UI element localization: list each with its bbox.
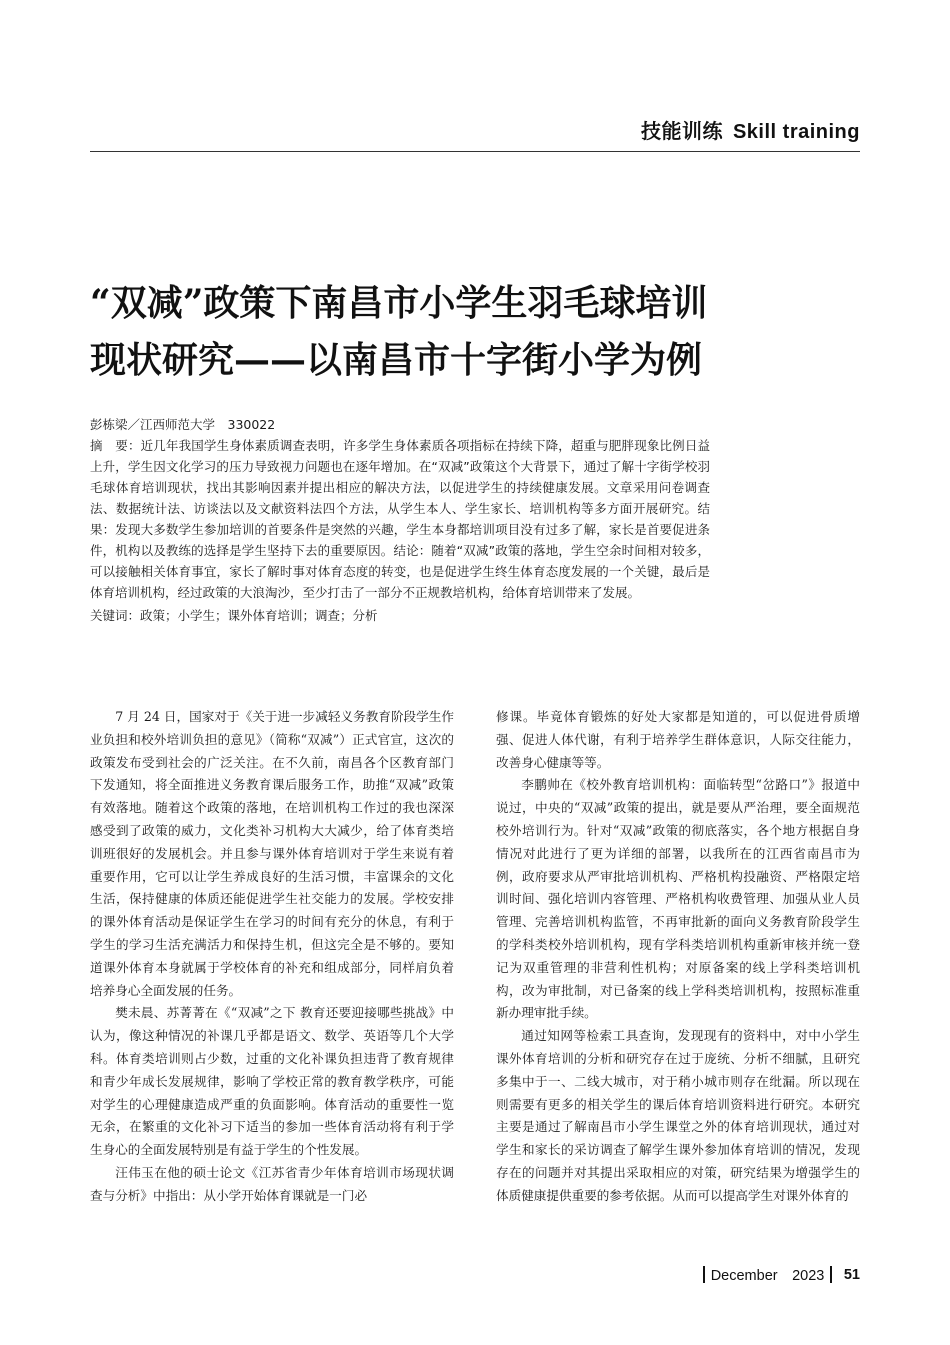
right-column [496, 706, 860, 1246]
author-line: 彭栋梁／江西师范大学 330022 [90, 417, 276, 432]
article-meta [90, 414, 710, 626]
abstract-label: 摘 要： [90, 438, 141, 453]
section-label [641, 115, 860, 144]
paragraph: 通过知网等检索工具查询，发现现有的资料中，对中小学生课外体育培训的分析和研究存在过于庞统、分析不细腻，且研究多集中于一、二线大城市，对于稍小城市则存在纰漏。所以现在则需要有更多的相关学生的课后体育培训资料进行研究。本研究主要是通过了解南昌市小学生课堂之外的体育培训现状，通过对学生和家长的采访调查了解学生课外参加体育培训的情况，发现存在的问题并对其提出采取相应的对策，研究结果为增强学生的体质健康提供重要的参考依据。从而可以提高学生对课外体育的 [496, 1028, 860, 1203]
keywords-text: 政策；小学生；课外体育培训；调查；分析 [140, 608, 378, 623]
page-footer [699, 1264, 860, 1285]
section-label-en: Skill training [732, 121, 860, 143]
title-line-1: “双减”政策下南昌市小学生羽毛球培训 [90, 282, 708, 324]
abstract-text: 近几年我国学生身体素质调查表明，许多学生身体素质各项指标在持续下降，超重与肥胖现象比例日益上升，学生因文化学习的压力导致视力问题也在逐年增加。在“双减”政策这个大背景下，通过了解十字街学校羽毛球体育培训现状，找出其影响因素并提出相应的解决方法，以促进学生的持续健康发展。文章采用问卷调查法、数据统计法、访谈法以及文献资料法四个方法，从学生本人、学生家长、培训机构等多方面开展研究。结果：发现大多数学生参加培训的首要条件是突然的兴趣，学生本身都培训项目没有过多了解，家长是首要促进条件，机构以及教练的选择是学生坚持下去的重要原因。结论：随着“双减”政策的落地，学生空余时间相对较多，可以接触相关体育事宜，家长了解时事对体育态度的转变，也是促进学生终生体育态度发展的一个关键，最后是体育培训机构，经过政策的大浪淘沙，至少打击了一部分不正规教培机构，给体育培训带来了发展。 [90, 438, 710, 600]
footer-divider [830, 1266, 832, 1283]
body-text [90, 706, 860, 1246]
paragraph: 7 月 24 日，国家对于《关于进一步减轻义务教育阶段学生作业负担和校外培训负担的意见》（简称“双减”）正式官宣，这次的政策发布受到社会的广泛关注。在不久前，南昌各个区教育部门下发通知，将全面推进义务教育课后服务工作，助推“双减”政策有效落地。随着这个政策的落地，在培训机构工作过的我也深深感受到了政策的威力，文化类补习机构大大减少，给了体育类培训班很好的发展机会。并且参与课外体育培训对于学生来说有着重要作用，它可以让学生养成良好的生活习惯，丰富课余的文化生活，保持健康的体质还能促进学生社交能力的发展。学校安排的课外体育活动是保证学生在学习的时间有充分的休息，有利于学生的学习生活充满活力和保持生机，但这完全是不够的。要知道课外体育本身就属于学校体育的补充和组成部分，同样肩负着培养身心全面发展的任务。 [90, 709, 454, 998]
left-column [90, 706, 454, 1246]
paragraph: 汪伟玉在他的硕士论文《江苏省青少年体育培训市场现状调查与分析》中指出：从小学开始体育课就是一门必 [90, 1164, 454, 1203]
keywords-label: 关键词： [90, 608, 141, 623]
issue-date: December 2023 [710, 1268, 825, 1284]
section-label-cn: 技能训练 [640, 121, 723, 143]
abstract [90, 435, 710, 603]
paragraph: 樊未晨、苏菁菁在《“双减”之下 教育还要迎接哪些挑战》中认为，像这种情况的补课几乎都是语文、数学、英语等几个大学科。体育类培训则占少数，过重的文化补课负担违背了教育规律和青少年成长发展规律，影响了学校正常的教育教学秩序，可能对学生的心理健康造成严重的负面影响。体育活动的重要性一览无余，在繁重的文化补习下适当的参加一些体育活动将有利于学生身心的全面发展特别是有益于学生的个性发展。 [90, 1005, 454, 1158]
article-title [90, 275, 870, 389]
paragraph: 李鹏帅在《校外教育培训机构：面临转型“岔路口”》报道中说过，中央的“双减”政策的提出，就是要从严治理，要全面规范校外培训行为。针对“双减”政策的彻底落实，各个地方根据自身情况对此进行了更为详细的部署，以我所在的江西省南昌市为例，政府要求从严审批培训机构、严格机构投融资、严格限定培训时间、强化培训内容管理、严格机构收费管理、加强从业人员管理、完善培训机构监管，不再审批新的面向义务教育阶段学生的学科类校外培训机构，现有学科类培训机构重新审核并统一登记为双重管理的非营利性机构；对原备案的线上学科类培训机构，改为审批制，对已备案的线上学科类培训机构，按照标准重新办理审批手续。 [496, 777, 860, 1021]
title-line-2: 现状研究——以南昌市十字街小学为例 [90, 339, 703, 381]
page-number: 51 [843, 1266, 860, 1283]
footer-divider [703, 1266, 705, 1283]
paragraph-continued: 修课。毕竟体育锻炼的好处大家都是知道的，可以促进骨质增强、促进人体代谢，有利于培养学生群体意识，人际交往能力，改善身心健康等等。 [496, 709, 860, 770]
keywords [90, 605, 710, 626]
header-rule [90, 151, 860, 152]
